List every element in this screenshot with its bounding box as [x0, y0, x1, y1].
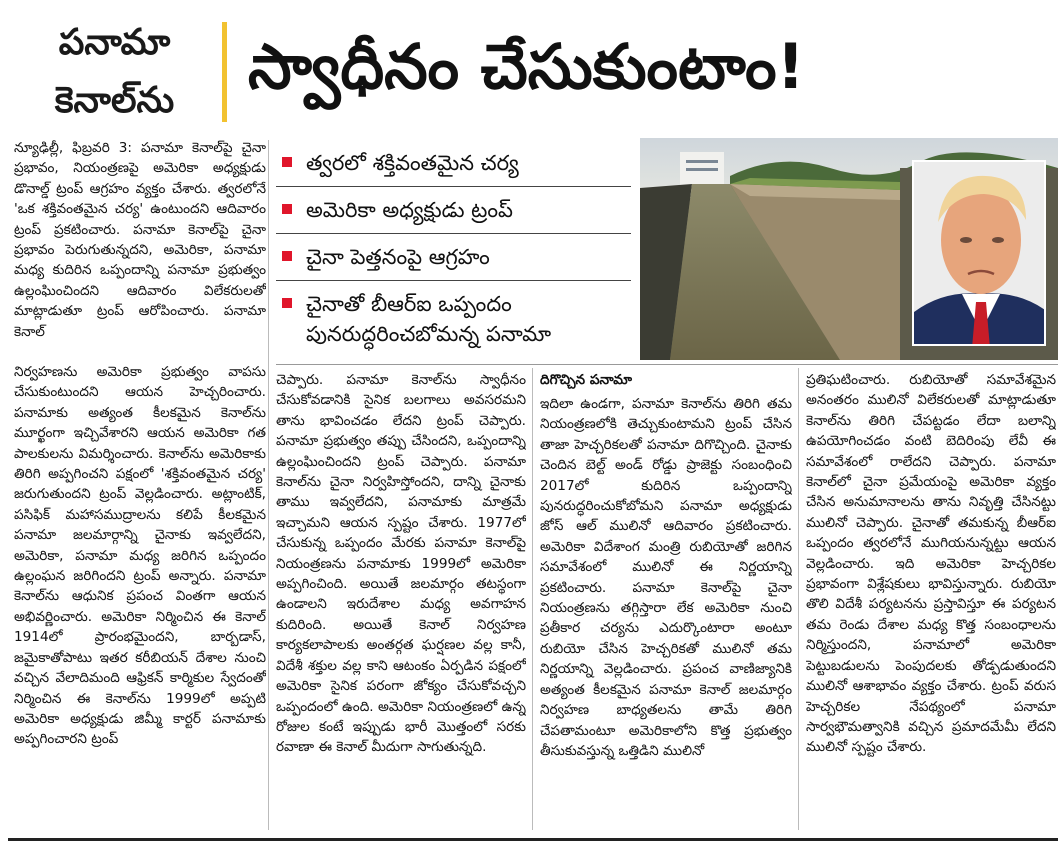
- bullet-marker: [282, 298, 292, 308]
- subheading: దిగొచ్చిన పనామా: [540, 372, 632, 388]
- kicker-line-2: కెనాల్‌ను: [54, 80, 175, 121]
- article-column-1: [14, 362, 266, 834]
- paragraph-2: నిర్వహణను అమెరికా ప్రభుత్వం వాపసు చేసుకుంటుందని ఆయన హెచ్చరించారు. పనామాకు అత్యంత కీలకమైన కెనాల్‌ను మూర్ఖంగా ఇచ్చివేశారని ఆయన అమెరికా గత పాలకులను విమర్శించారు. కెనాల్‌ను అమెరికాకు తిరిగి అప్పగించని పక్షంలో 'శక్తివంతమైన చర్య' జరుగుతుందని ట్రంప్ వెల్లడించారు. అట్లాంటిక్, పసిఫిక్ మహాసముద్రాలను కలిపే కీలకమైన పనామా జలమార్గాన్ని చైనాకు ఇవ్వలేదని, అమెరికా, పనామా మధ్య జరిగిన ఒప్పందం ఉల్లంఘన జరిగిందని ట్రంప్ అన్నారు. పనామా కెనాల్‌ను ఆధునిక ప్రపంచ వింతగా ఆయన అభివర్ణించారు. అమెరికా నిర్మించిన ఈ కెనాల్ 1914లో ప్రారంభమైందని, బార్బడాస్, జమైకాతోపాటు ఇతర కరీబియన్ దేశాల నుంచి వచ్చిన వేలాదిమంది ఆఫ్రికన్ కార్మికుల స్వేదంతో నిర్మించిన ఈ కెనాల్‌ను 1999లో అప్పటి అమెరికా అధ్యక్షుడు జిమ్మీ కార్టర్ పనామాకు అప్పగించారని ట్రంప్: [14, 364, 266, 748]
- article-column-4: [806, 370, 1056, 834]
- bullet-item: [276, 234, 631, 281]
- trump-portrait: [912, 160, 1046, 346]
- paragraph-3: చెప్పారు. పనామా కెనాల్‌ను స్వాధీనం చేసుకోవడానికి సైనిక బలగాలు అవసరమని తాను భావించడం లేదని ట్రంప్ చెప్పారు. పనామా ప్రభుత్వం తప్పు చేసిందని, ఒప్పందాన్ని ఉల్లంఘించిందని ట్రంప్ చెప్పారు. పనామా కెనాల్‌ను చైనా నిర్వహిస్తోందని, దాన్ని చైనాకు తాము ఇవ్వలేదని, పనామాకు మాత్రమే ఇచ్చామని ఆయన స్పష్టం చేశారు. 1977లో చేసుకున్న ఒప్పందం మేరకు పనామా కెనాల్‌పై నియంత్రణను పనామాకు 1999లో అమెరికా అప్పగించింది. అయితే జలమార్గం తటస్థంగా ఉండాలని ఇరుదేశాల మధ్య అవగాహన కుదిరింది. అయితే కెనాల్ నిర్వహణ కార్యకలాపాలకు అంతర్గత ఘర్షణల వల్ల కానీ, విదేశీ శక్తుల వల్ల కాని ఆటంకం ఏర్పడిన పక్షంలో అమెరికా సైనిక పరంగా జోక్యం చేసుకోవచ్చని ఒప్పందంలో ఉంది. అమెరికా నియంత్రణలో ఉన్న రోజుల కంటే ఇప్పుడు భారీ మొత్తంలో సరకు రవాణా ఈ కెనాల్ మీదుగా సాగుతున్నది.: [276, 372, 526, 756]
- paragraph-1: న్యూఢిల్లీ, ఫిబ్రవరి 3: పనామా కెనాల్‌పై చైనా ప్రభావం, నియంత్రణపై అమెరికా అధ్యక్షుడు డొనాల్డ్ ట్రంప్ ఆగ్రహం వ్యక్తం చేశారు. త్వరలోనే 'ఒక శక్తివంతమైన చర్య' ఉంటుందని ఆదివారం ట్రంప్ ప్రకటించారు. పనామా కెనాల్‌పై చైనా ప్రభావం పెరుగుతున్నదని, అమెరికా, పనామా మధ్య కుదిరిన ఒప్పందాన్ని పనామా ప్రభుత్వం ఉల్లంఘించిందని ఆదివారం విలేకరులతో మాట్లాడుతూ ట్రంప్ ఆరోపించారు. పనామా కెనాల్: [14, 140, 266, 340]
- bullet-text: త్వరలో శక్తివంతమైన చర్య: [306, 151, 519, 175]
- bullet-text: చైనా పెత్తనంపై ఆగ్రహం: [306, 245, 490, 269]
- paragraph-5: ప్రతిఘటించారు. రుబియోతో సమావేశమైన అనంతరం ములినో విలేకరులతో మాట్లాడుతూ కెనాల్‌ను తిరిగి చేపట్టడం లేదా బలాన్ని ఉపయోగించడం వంటి బెదిరింపు లేవీ ఈ సమావేశంలో రాలేదని చెప్పారు. పనామా కెనాల్‌లో చైనా ప్రమేయంపై అమెరికా వ్యక్తం చేసిన అనుమానాలను తాను నివృత్తి చేసినట్టు ములినో చెప్పారు. చైనాతో తమకున్న బీఆర్‌ఐ ఒప్పందం త్వరలోనే ముగియనున్నట్టు ఆయన వెల్లడించారు. ఇది అమెరికా హెచ్చరికల ప్రభావంగా విశ్లేషకులు భావిస్తున్నారు. రుబియో తొలి విదేశీ పర్యటనను ప్రస్తావిస్తూ ఈ పర్యటన తమ రెండు దేశాల మధ్య కొత్త సంబంధాలను నిర్మిస్తుందని, పనామాలో అమెరికా పెట్టుబడులను పెంపుదలకు తోడ్పడుతుందని ములినో ఆశాభావం వ్యక్తం చేశారు. ట్రంప్ వరుస హెచ్చరికల నేపథ్యంలో పనామా సార్వభౌమత్వానికి వచ్చిన ప్రమాదమేమీ లేదని ములినో స్పష్టం చేశారు.: [806, 372, 1056, 756]
- column-divider: [532, 368, 533, 830]
- bullet-item: [276, 281, 631, 357]
- kicker-divider: [222, 22, 227, 122]
- bullet-marker: [282, 204, 292, 214]
- article-column-3: [540, 394, 792, 834]
- highlight-bullets: [276, 140, 631, 357]
- bullet-text: చైనాతో బీఆర్‌ఐ ఒప్పందం పునరుద్ధరించబోమన్న పనామా: [306, 292, 552, 346]
- kicker-line-1: పనామా: [58, 22, 171, 63]
- column-divider: [798, 368, 799, 830]
- bullet-marker: [282, 157, 292, 167]
- paragraph-4: ఇదిలా ఉండగా, పనామా కెనాల్‌ను తిరిగి తమ నియంత్రణలోకి తెచ్చుకుంటామని ట్రంప్ చేసిన తాజా హెచ్చరికలతో పనామా దిగొచ్చింది. చైనాకు చెందిన బెల్ట్ అండ్ రోడ్డు ప్రాజెక్టు సంబంధించి 2017లో కుదిరిన ఒప్పందాన్ని పునరుద్ధరించుకోబోమని పనామా అధ్యక్షుడు జోస్ ఆల్ ములినో ఆదివారం ప్రకటించారు. అమెరికా విదేశాంగ మంత్రి రుబియోతో జరిగిన సమావేశంలో ములినో ఈ నిర్ణయాన్ని ప్రకటించారు. పనామా కెనాల్‌పై చైనా నియంత్రణను తగ్గిస్తారా లేక అమెరికా నుంచి ప్రతీకార చర్యను ఎదుర్కొంటారా అంటూ రుబియో చేసిన హెచ్చరికతో ములినో తమ నిర్ణయాన్ని వెల్లడించారు. ప్రపంచ వాణిజ్యానికి అత్యంత కీలకమైన పనామా కెనాల్ జలమార్గం నిర్వహణ బాధ్యతలను తామే తిరిగి చేపతామంటూ అమెరికాలోని కొత్త ప్రభుత్వం తీసుకువస్తున్న ఒత్తిడిని ములినో: [540, 396, 792, 759]
- bullet-marker: [282, 251, 292, 261]
- footer-rule: [8, 838, 1058, 841]
- article-column-1-top: [14, 138, 266, 360]
- bullet-text: అమెరికా అధ్యక్షుడు ట్రంప్: [306, 198, 513, 222]
- headline: స్వాధీనం చేసుకుంటాం!: [248, 30, 805, 103]
- kicker: [12, 14, 217, 130]
- trump-portrait-art: [914, 162, 1046, 346]
- column-divider: [268, 140, 269, 830]
- bullet-item: [276, 140, 631, 187]
- article-column-2: [276, 370, 526, 834]
- section-divider: [276, 364, 1058, 365]
- bullet-item: [276, 187, 631, 234]
